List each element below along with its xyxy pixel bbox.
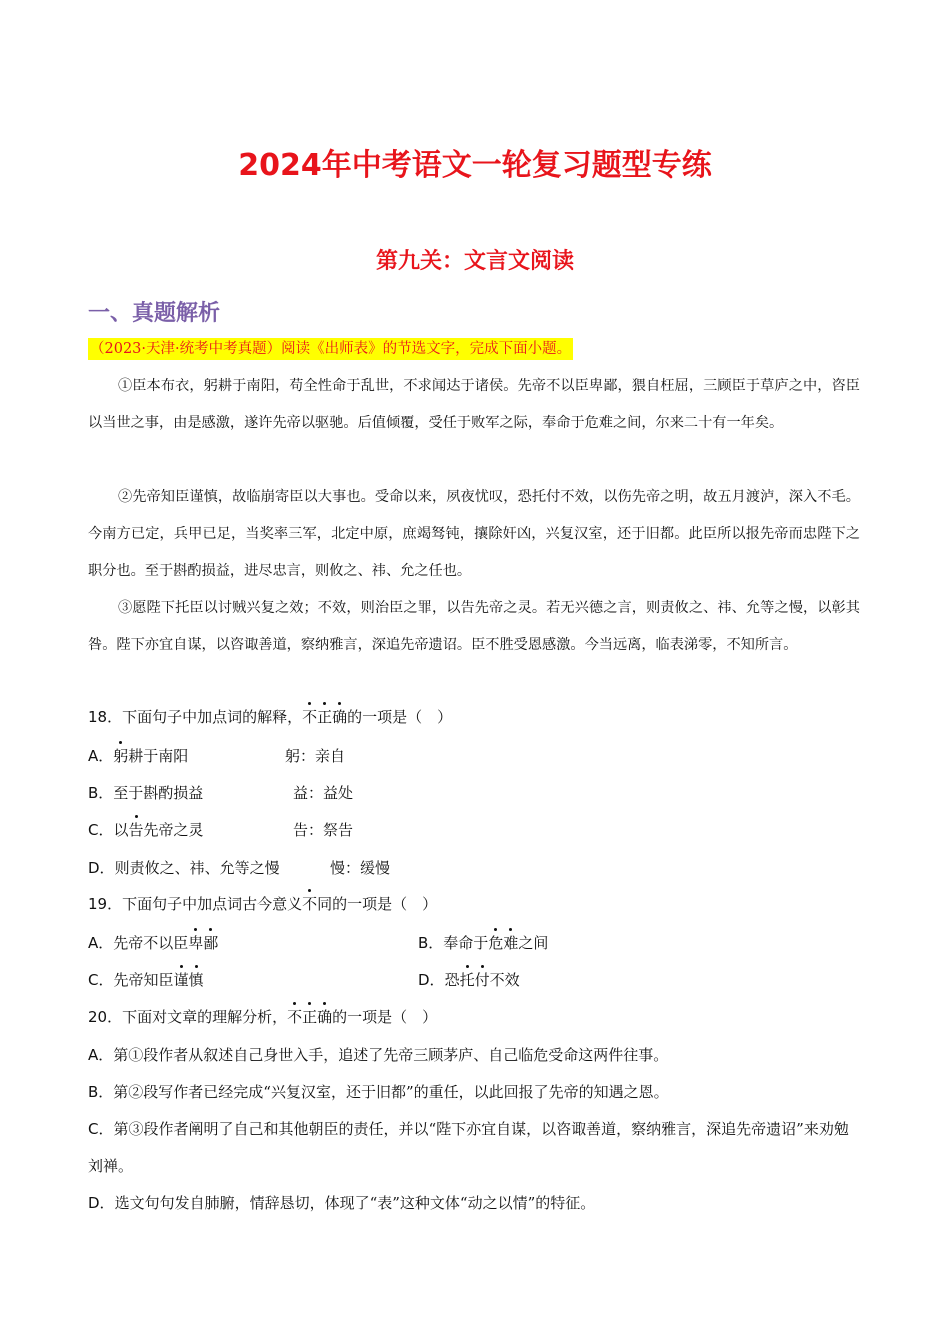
- q19-stem: [88, 893, 437, 915]
- q19-option-d-pre: 恐: [444, 971, 460, 989]
- q18-option-c-post: 先帝之灵: [143, 821, 204, 839]
- emphasis-dot-char: 慎: [188, 971, 204, 989]
- q18-option-b-letter: B．: [88, 784, 114, 802]
- q19-option-b-letter: B．: [418, 934, 444, 952]
- q20-number: 20．: [88, 1008, 123, 1026]
- q20-option-b-letter: B．: [88, 1083, 114, 1101]
- emphasis-dot-char: 告: [128, 821, 144, 839]
- emphasis-dot-char: 卑: [188, 934, 204, 952]
- q19-option-b-post: 之间: [518, 934, 549, 952]
- emphasis-dot-char: 谨: [173, 971, 189, 989]
- q18-stem: [88, 706, 452, 728]
- q18-option-c-letter: C．: [88, 821, 114, 839]
- q20-option-d-letter: D．: [88, 1194, 115, 1212]
- q19-option-c-dotted: [174, 971, 204, 989]
- q19-option-d-dotted: [460, 971, 490, 989]
- q19-option-c: [88, 969, 204, 991]
- emphasis-dot-char: 正: [317, 708, 333, 726]
- emphasis-dot-char: 危: [488, 934, 504, 952]
- emphasis-dot-char: 不: [287, 1008, 303, 1026]
- q19-option-a-dotted: [188, 934, 218, 952]
- q18-option-d-gloss: 慢：缓慢: [330, 859, 391, 877]
- emphasis-dot-char: 付: [474, 971, 490, 989]
- q18-option-d: [88, 857, 280, 879]
- q20-stem-b: 的一项是（ ）: [332, 1008, 438, 1026]
- q18-option-c-dotted: [129, 821, 144, 839]
- q18-stem-b: 的一项是（ ）: [347, 708, 453, 726]
- q19-option-c-letter: C．: [88, 971, 114, 989]
- q19-option-a: [88, 932, 218, 954]
- q19-option-b-dotted: [488, 934, 518, 952]
- q18-stem-dotted: [302, 708, 347, 726]
- q20-option-a-text: 第①段作者从叙述自己身世入手，追述了先帝三顾茅庐、自己临危受命这两件往事。: [113, 1046, 669, 1064]
- emphasis-dot-char: 躬: [113, 747, 129, 765]
- main-title: 2024年中考语文一轮复习题型专练: [238, 148, 712, 183]
- q20-option-a: [88, 1037, 860, 1074]
- q18-option-d-pre: 则责攸之、祎、允等之慢: [114, 859, 280, 877]
- q19-option-d-post: 不效: [489, 971, 520, 989]
- q19-stem-dotted: [302, 895, 317, 913]
- q18-number: 18．: [88, 708, 123, 726]
- q18-option-c-pre: 以: [113, 821, 129, 839]
- q20-stem: [88, 1006, 437, 1028]
- q19-option-d: [418, 969, 520, 991]
- q18-option-c-gloss: 告：祭告: [293, 821, 354, 839]
- q18-option-d-letter: D．: [88, 859, 115, 877]
- q20-option-d-text: 选文句句发自肺腑，情辞恳切，体现了“表”这种文体“动之以情”的特征。: [114, 1194, 596, 1212]
- q18-option-a-letter: A．: [88, 747, 114, 765]
- emphasis-dot-char: 不: [302, 708, 318, 726]
- q19-option-a-letter: A．: [88, 934, 114, 952]
- q18-option-a-gloss: 躬：亲自: [285, 747, 346, 765]
- passage-paragraph-3: ③愿陛下托臣以讨贼兴复之效；不效，则治臣之罪，以告先帝之灵。若无兴德之言，则责攸之、祎、允等之慢，以彰其咎。陛下亦宜自谋，以咨诹善道，察纳雅言，深追先帝遗诏。臣不胜受恩感激。今当远离，临表涕零，不知所言。: [88, 600, 860, 653]
- q18-option-c: [88, 819, 204, 841]
- q20-option-c: [88, 1111, 860, 1185]
- q18-option-b-gloss: 益：益处: [293, 784, 354, 802]
- emphasis-dot-char: 托: [459, 971, 475, 989]
- source-line: （2023·天津·统考中考真题）阅读《出师表》的节选文字，完成下面小题。: [88, 338, 573, 360]
- section-heading: 一、真题解析: [88, 301, 221, 326]
- q18-option-a-dotted: [113, 747, 128, 765]
- q19-option-a-pre: 先帝不以臣: [113, 934, 189, 952]
- q20-stem-dotted: [287, 1008, 332, 1026]
- q19-stem-a: 下面句子中加点词古今意义: [122, 895, 303, 913]
- q19-option-b-pre: 奉命于: [443, 934, 489, 952]
- emphasis-dot-char: 难: [503, 934, 519, 952]
- emphasis-dot-char: 确: [317, 1008, 333, 1026]
- q19-option-b: [418, 932, 548, 954]
- q19-option-d-letter: D．: [418, 971, 445, 989]
- q20-option-c-text: 第③段作者阐明了自己和其他朝臣的责任，并以“陛下亦宜自谋，以咨诹善道，察纳雅言，深追先帝遗诏”来劝勉刘禅。: [88, 1120, 849, 1175]
- q18-option-b-pre: 至于斟酌损益: [113, 784, 204, 802]
- q20-stem-a: 下面对文章的理解分析，: [122, 1008, 288, 1026]
- q20-option-a-letter: A．: [88, 1046, 114, 1064]
- emphasis-dot-char: 鄙: [203, 934, 219, 952]
- q18-option-b: [88, 782, 203, 804]
- q20-option-b: [88, 1074, 860, 1111]
- q18-option-a-post: 耕于南阳: [128, 747, 189, 765]
- q19-option-c-pre: 先帝知臣: [113, 971, 174, 989]
- q20-option-c-letter: C．: [88, 1120, 114, 1138]
- q20-option-b-text: 第②段写作者已经完成“兴复汉室，还于旧都”的重任，以此回报了先帝的知遇之恩。: [113, 1083, 669, 1101]
- emphasis-dot-char: 确: [332, 708, 348, 726]
- q19-stem-b: 同的一项是（ ）: [317, 895, 438, 913]
- q18-option-a: [88, 745, 188, 767]
- q18-stem-a: 下面句子中加点词的解释，: [122, 708, 303, 726]
- q19-number: 19．: [88, 895, 123, 913]
- emphasis-dot-char: 不: [302, 895, 318, 913]
- q20-option-d: [88, 1185, 860, 1222]
- passage-paragraph-1: ①臣本布衣，躬耕于南阳，苟全性命于乱世，不求闻达于诸侯。先帝不以臣卑鄙，猥自枉屈，三顾臣于草庐之中，咨臣以当世之事，由是感激，遂许先帝以驱驰。后值倾覆，受任于败军之际，奉命于危难之间，尔来二十有一年矣。: [88, 378, 860, 431]
- passage-paragraph-2: ②先帝知臣谨慎，故临崩寄臣以大事也。受命以来，夙夜忧叹，恐托付不效，以伤先帝之明，故五月渡泸，深入不毛。今南方已定，兵甲已足，当奖率三军，北定中原，庶竭驽钝，攘除奸凶，兴复汉室，还于旧都。此臣所以报先帝而忠陛下之职分也。至于斟酌损益，进尽忠言，则攸之、祎、允之任也。: [88, 489, 860, 579]
- emphasis-dot-char: 正: [302, 1008, 318, 1026]
- sub-title: 第九关：文言文阅读: [375, 249, 574, 274]
